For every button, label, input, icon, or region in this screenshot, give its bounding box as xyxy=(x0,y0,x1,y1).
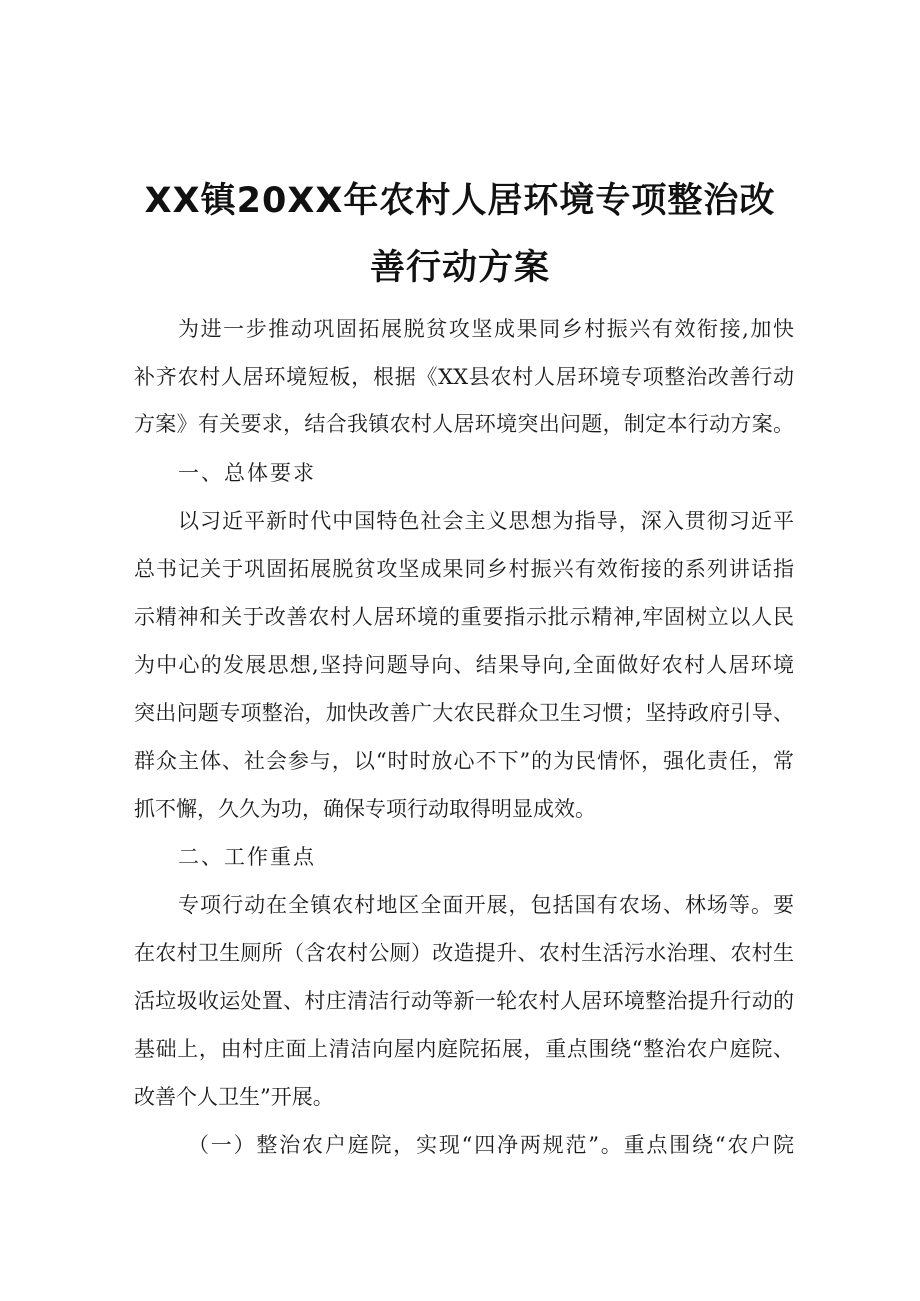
section-2-line-5: 改善个人卫生”开展。 xyxy=(134,1085,334,1109)
section-1-line-6: 群众主体、社会参与，以“时时放心不下”的为民情怀，强化责任，常 xyxy=(134,749,794,773)
section-2-line-4: 基础上，由村庄面上清洁向屋内庭院拓展，重点围绕“整治农户庭院、 xyxy=(134,1037,794,1061)
section-1-line-1: 以习近平新时代中国特色社会主义思想为指导，深入贯彻习近平 xyxy=(178,509,794,533)
section-1-line-4: 为中心的发展思想,坚持问题导向、结果导向,全面做好农村人居环境 xyxy=(134,653,794,677)
intro-line-2: 补齐农村人居环境短板，根据《XX县农村人居环境专项整治改善行动 xyxy=(134,365,794,389)
section-2-line-1: 专项行动在全镇农村地区全面开展，包括国有农场、林场等。要 xyxy=(178,893,794,917)
document-title-line-2: 善行动方案 xyxy=(369,248,550,288)
section-1-line-7: 抓不懈，久久为功，确保专项行动取得明显成效。 xyxy=(134,797,596,821)
document-title-line-1: XX镇20XX年农村人居环境专项整治改 xyxy=(144,181,776,221)
intro-line-1: 为进一步推动巩固拓展脱贫攻坚成果同乡村振兴有效衔接,加快 xyxy=(178,317,794,341)
intro-line-3: 方案》有关要求，结合我镇农村人居环境突出问题，制定本行动方案。 xyxy=(134,412,794,436)
section-2-line-3: 活垃圾收运处置、村庄清洁行动等新一轮农村人居环境整治提升行动的 xyxy=(134,989,794,1013)
section-heading-2: 二、工作重点 xyxy=(178,845,316,869)
section-2-line-2: 在农村卫生厕所（含农村公厕）改造提升、农村生活污水治理、农村生 xyxy=(134,941,794,965)
section-1-line-3: 示精神和关于改善农村人居环境的重要指示批示精神,牢固树立以人民 xyxy=(134,605,794,629)
subsection-1-line-1: （一）整治农户庭院，实现“四净两规范”。重点围绕“农户院 xyxy=(188,1133,794,1157)
section-heading-1: 一、总体要求 xyxy=(178,461,316,485)
section-1-line-5: 突出问题专项整治，加快改善广大农民群众卫生习惯；坚持政府引导、 xyxy=(134,701,794,725)
section-1-line-2: 总书记关于巩固拓展脱贫攻坚成果同乡村振兴有效衔接的系列讲话指 xyxy=(134,557,794,581)
